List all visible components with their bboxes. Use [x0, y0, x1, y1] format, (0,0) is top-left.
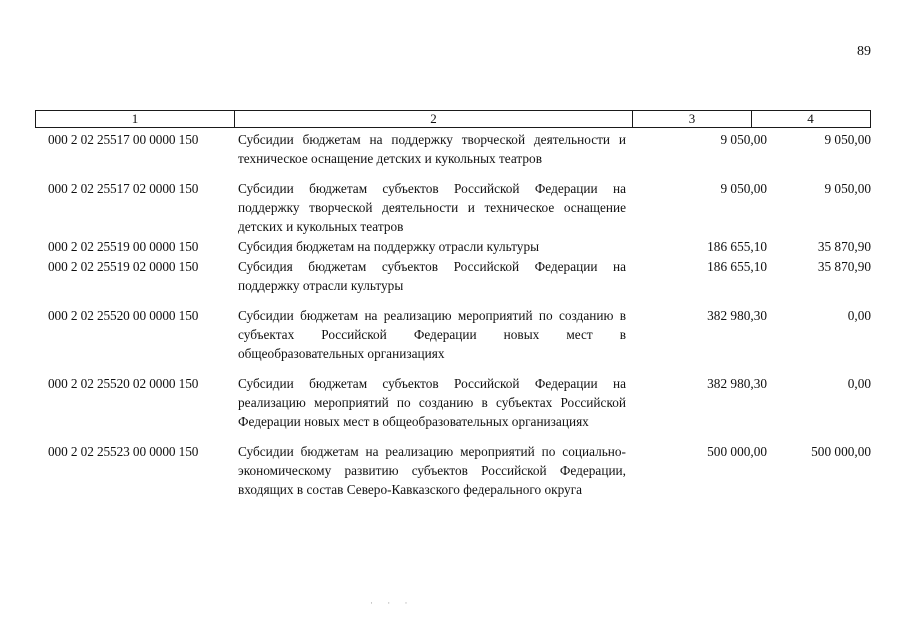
- table-row: [35, 130, 871, 168]
- row-code: 000 2 02 25520 02 0000 150: [48, 376, 199, 391]
- row-code: 000 2 02 25519 02 0000 150: [48, 259, 199, 274]
- table-header-row: [35, 110, 871, 128]
- table-row: [35, 374, 871, 431]
- table-row: [35, 179, 871, 236]
- table-row: [35, 237, 871, 256]
- row-value-4: 500 000,00: [811, 444, 871, 459]
- row-name: Субсидии бюджетам субъектов Российской Федерации на реализацию мероприятий по созданию в субъектах Российской Федерации новых мест в общеобразовательных организациях: [238, 376, 626, 429]
- row-code: 000 2 02 25517 02 0000 150: [48, 181, 199, 196]
- row-name: Субсидии бюджетам субъектов Российской Федерации на поддержку творческой деятельности и техническое оснащение детских и кукольных театров: [238, 181, 626, 234]
- table-row: [35, 257, 871, 295]
- header-col-1: 1: [36, 111, 235, 127]
- row-value-4: 0,00: [847, 376, 871, 391]
- row-value-3: 9 050,00: [720, 181, 767, 196]
- row-value-4: 9 050,00: [824, 132, 871, 147]
- row-value-3: 186 655,10: [707, 239, 767, 254]
- row-value-4: 0,00: [847, 308, 871, 323]
- row-name: Субсидия бюджетам субъектов Российской Федерации на поддержку отрасли культуры: [238, 259, 626, 293]
- row-name: Субсидии бюджетам на реализацию мероприятий по социально-экономическому развитию субъектов Российской Федерации, входящих в состав Северо-Кавказского федерального округа: [238, 444, 626, 497]
- header-col-3: 3: [633, 111, 752, 127]
- row-value-3: 382 980,30: [707, 308, 767, 323]
- table-row: [35, 306, 871, 363]
- page-number: 89: [857, 44, 871, 59]
- row-code: 000 2 02 25520 00 0000 150: [48, 308, 199, 323]
- row-value-3: 382 980,30: [707, 376, 767, 391]
- scan-specks: · · ·: [370, 598, 414, 608]
- table-row: [35, 442, 871, 499]
- row-name: Субсидии бюджетам на поддержку творческой деятельности и техническое оснащение детских и кукольных театров: [238, 132, 626, 166]
- row-name: Субсидии бюджетам на реализацию мероприятий по созданию в субъектах Российской Федерации новых мест в общеобразовательных организациях: [238, 308, 626, 361]
- row-value-4: 9 050,00: [824, 181, 871, 196]
- row-name: Субсидия бюджетам на поддержку отрасли культуры: [238, 239, 540, 254]
- row-value-3: 9 050,00: [720, 132, 767, 147]
- row-value-4: 35 870,90: [817, 259, 871, 274]
- row-code: 000 2 02 25519 00 0000 150: [48, 239, 199, 254]
- row-code: 000 2 02 25517 00 0000 150: [48, 132, 199, 147]
- row-code: 000 2 02 25523 00 0000 150: [48, 444, 199, 459]
- row-value-3: 186 655,10: [707, 259, 767, 274]
- row-value-4: 35 870,90: [817, 239, 871, 254]
- header-col-2: 2: [235, 111, 633, 127]
- header-col-4: 4: [807, 111, 814, 126]
- row-value-3: 500 000,00: [707, 444, 767, 459]
- table-body: [35, 130, 871, 499]
